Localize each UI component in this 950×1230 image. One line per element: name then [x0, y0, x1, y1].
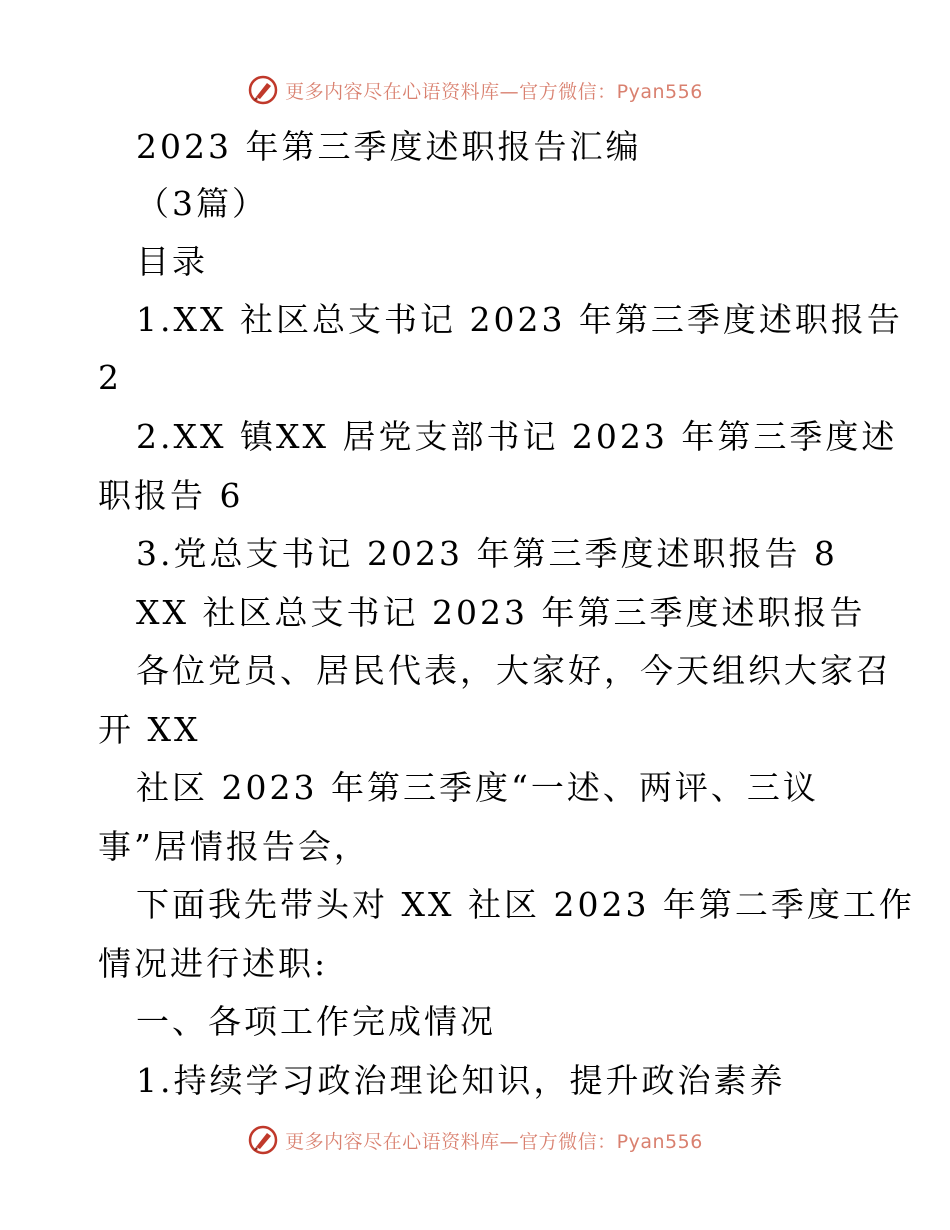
toc-heading: 目录 [136, 242, 208, 281]
toc-item-1-page: 2 [98, 358, 122, 397]
toc-item-3: 3.党总支书记 2023 年第三季度述职报告 8 [136, 534, 838, 573]
toc-item-1: 1.XX 社区总支书记 2023 年第三季度述职报告 [136, 300, 903, 339]
paragraph-line: 社区 2023 年第三季度“一述、两评、三议 [136, 768, 819, 807]
paragraph-line: 各位党员、居民代表，大家好，今天组织大家召 [136, 651, 892, 690]
document-title: 2023 年第三季度述职报告汇编 [136, 127, 642, 166]
list-item: 1.持续学习政治理论知识，提升政治素养 [136, 1061, 786, 1100]
section-heading: XX 社区总支书记 2023 年第三季度述职报告 [136, 593, 866, 632]
document-subtitle: （3篇） [136, 184, 268, 223]
watermark-footer [0, 1120, 950, 1160]
paragraph-line: 事”居情报告会， [98, 827, 370, 866]
toc-item-2: 2.XX 镇XX 居党支部书记 2023 年第三季度述 [136, 417, 898, 456]
subsection-heading: 一、各项工作完成情况 [136, 1002, 496, 1041]
watermark-text: 更多内容尽在心语资料库—官方微信：Pyan556 [285, 1130, 703, 1153]
toc-item-2-cont: 职报告 6 [98, 476, 244, 515]
watermark-text: 更多内容尽在心语资料库—官方微信：Pyan556 [285, 80, 703, 103]
paragraph-line: 下面我先带头对 XX 社区 2023 年第二季度工作 [136, 885, 915, 924]
pen-logo-icon [247, 1124, 279, 1156]
paragraph-line: 情况进行述职: [98, 944, 329, 983]
paragraph-line: 开 XX [98, 710, 201, 749]
